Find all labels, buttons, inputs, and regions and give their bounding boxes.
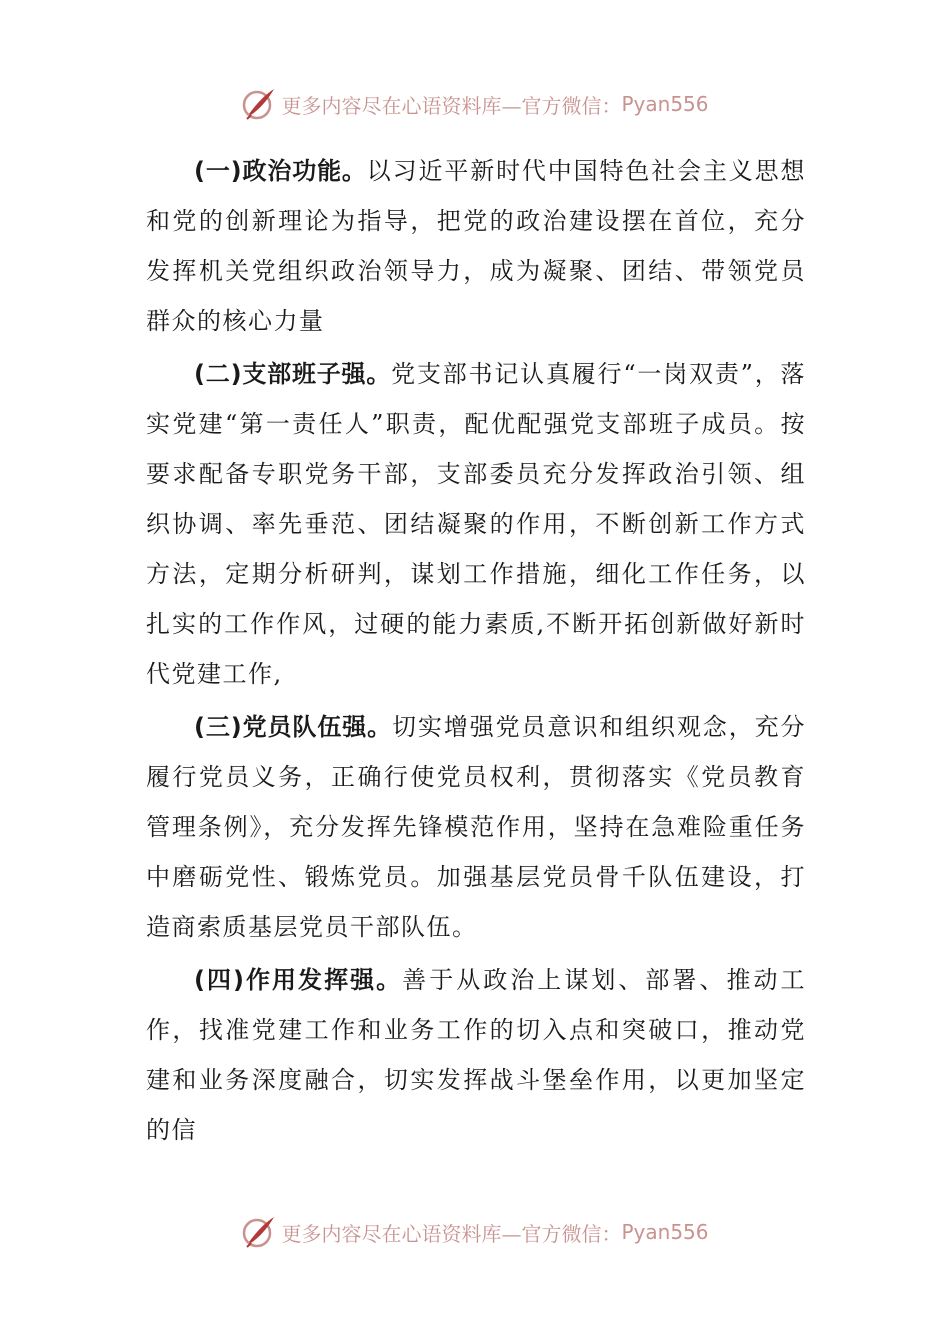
watermark-wechat-id: Pyan556 xyxy=(621,1220,709,1244)
document-body xyxy=(146,146,806,1158)
watermark-text: 更多内容尽在心语资料库—官方微信： xyxy=(281,93,622,118)
paragraph-heading: (二)支部班子强。 xyxy=(194,360,392,388)
paragraph-2 xyxy=(146,349,806,699)
paragraph-1 xyxy=(146,146,806,346)
paragraph-text: 善于从政治上谋划、部署、推动工作，找准党建工作和业务工作的切入点和突破口，推动党建和业务深度融合，切实发挥战斗堡垒作用，以更加坚定的信 xyxy=(146,966,807,1144)
paragraph-heading: (三)党员队伍强。 xyxy=(194,713,393,741)
paragraph-heading: (一)政治功能。 xyxy=(194,157,367,185)
quill-pen-icon xyxy=(241,1214,277,1250)
paragraph-3 xyxy=(146,702,806,952)
paragraph-text: 以习近平新时代中国特色社会主义思想和党的创新理论为指导，把党的政治建设摆在首位，充分发挥机关党组织政治领导力，成为凝聚、团结、带领党员群众的核心力量 xyxy=(146,157,807,335)
paragraph-heading: (四)作用发挥强。 xyxy=(194,966,403,994)
paragraph-text: 党支部书记认真履行“一岗双责”，落实党建“第一责任人”职责，配优配强党支部班子成员。按要求配备专职党务干部，支部委员充分发挥政治引领、组织协调、率先垂范、团结凝聚的作用，不断创新工作方式方法，定期分析研判，谋划工作措施，细化工作任务，以扎实的工作作风，过硬的能力素质,不断开拓创新做好新时代党建工作, xyxy=(146,360,807,688)
footer-watermark xyxy=(0,1212,950,1252)
quill-pen-icon xyxy=(241,86,277,122)
paragraph-4 xyxy=(146,955,806,1155)
watermark-text: 更多内容尽在心语资料库—官方微信： xyxy=(281,1221,622,1246)
watermark-wechat-id: Pyan556 xyxy=(621,92,709,116)
paragraph-text: 切实增强党员意识和组织观念，充分履行党员义务，正确行使党员权利，贯彻落实《党员教育管理条例》，充分发挥先锋模范作用，坚持在急难险重任务中磨砺党性、锻炼党员。加强基层党员骨千队伍建设，打造商索质基层党员干部队伍。 xyxy=(146,713,807,941)
header-watermark xyxy=(0,84,950,124)
